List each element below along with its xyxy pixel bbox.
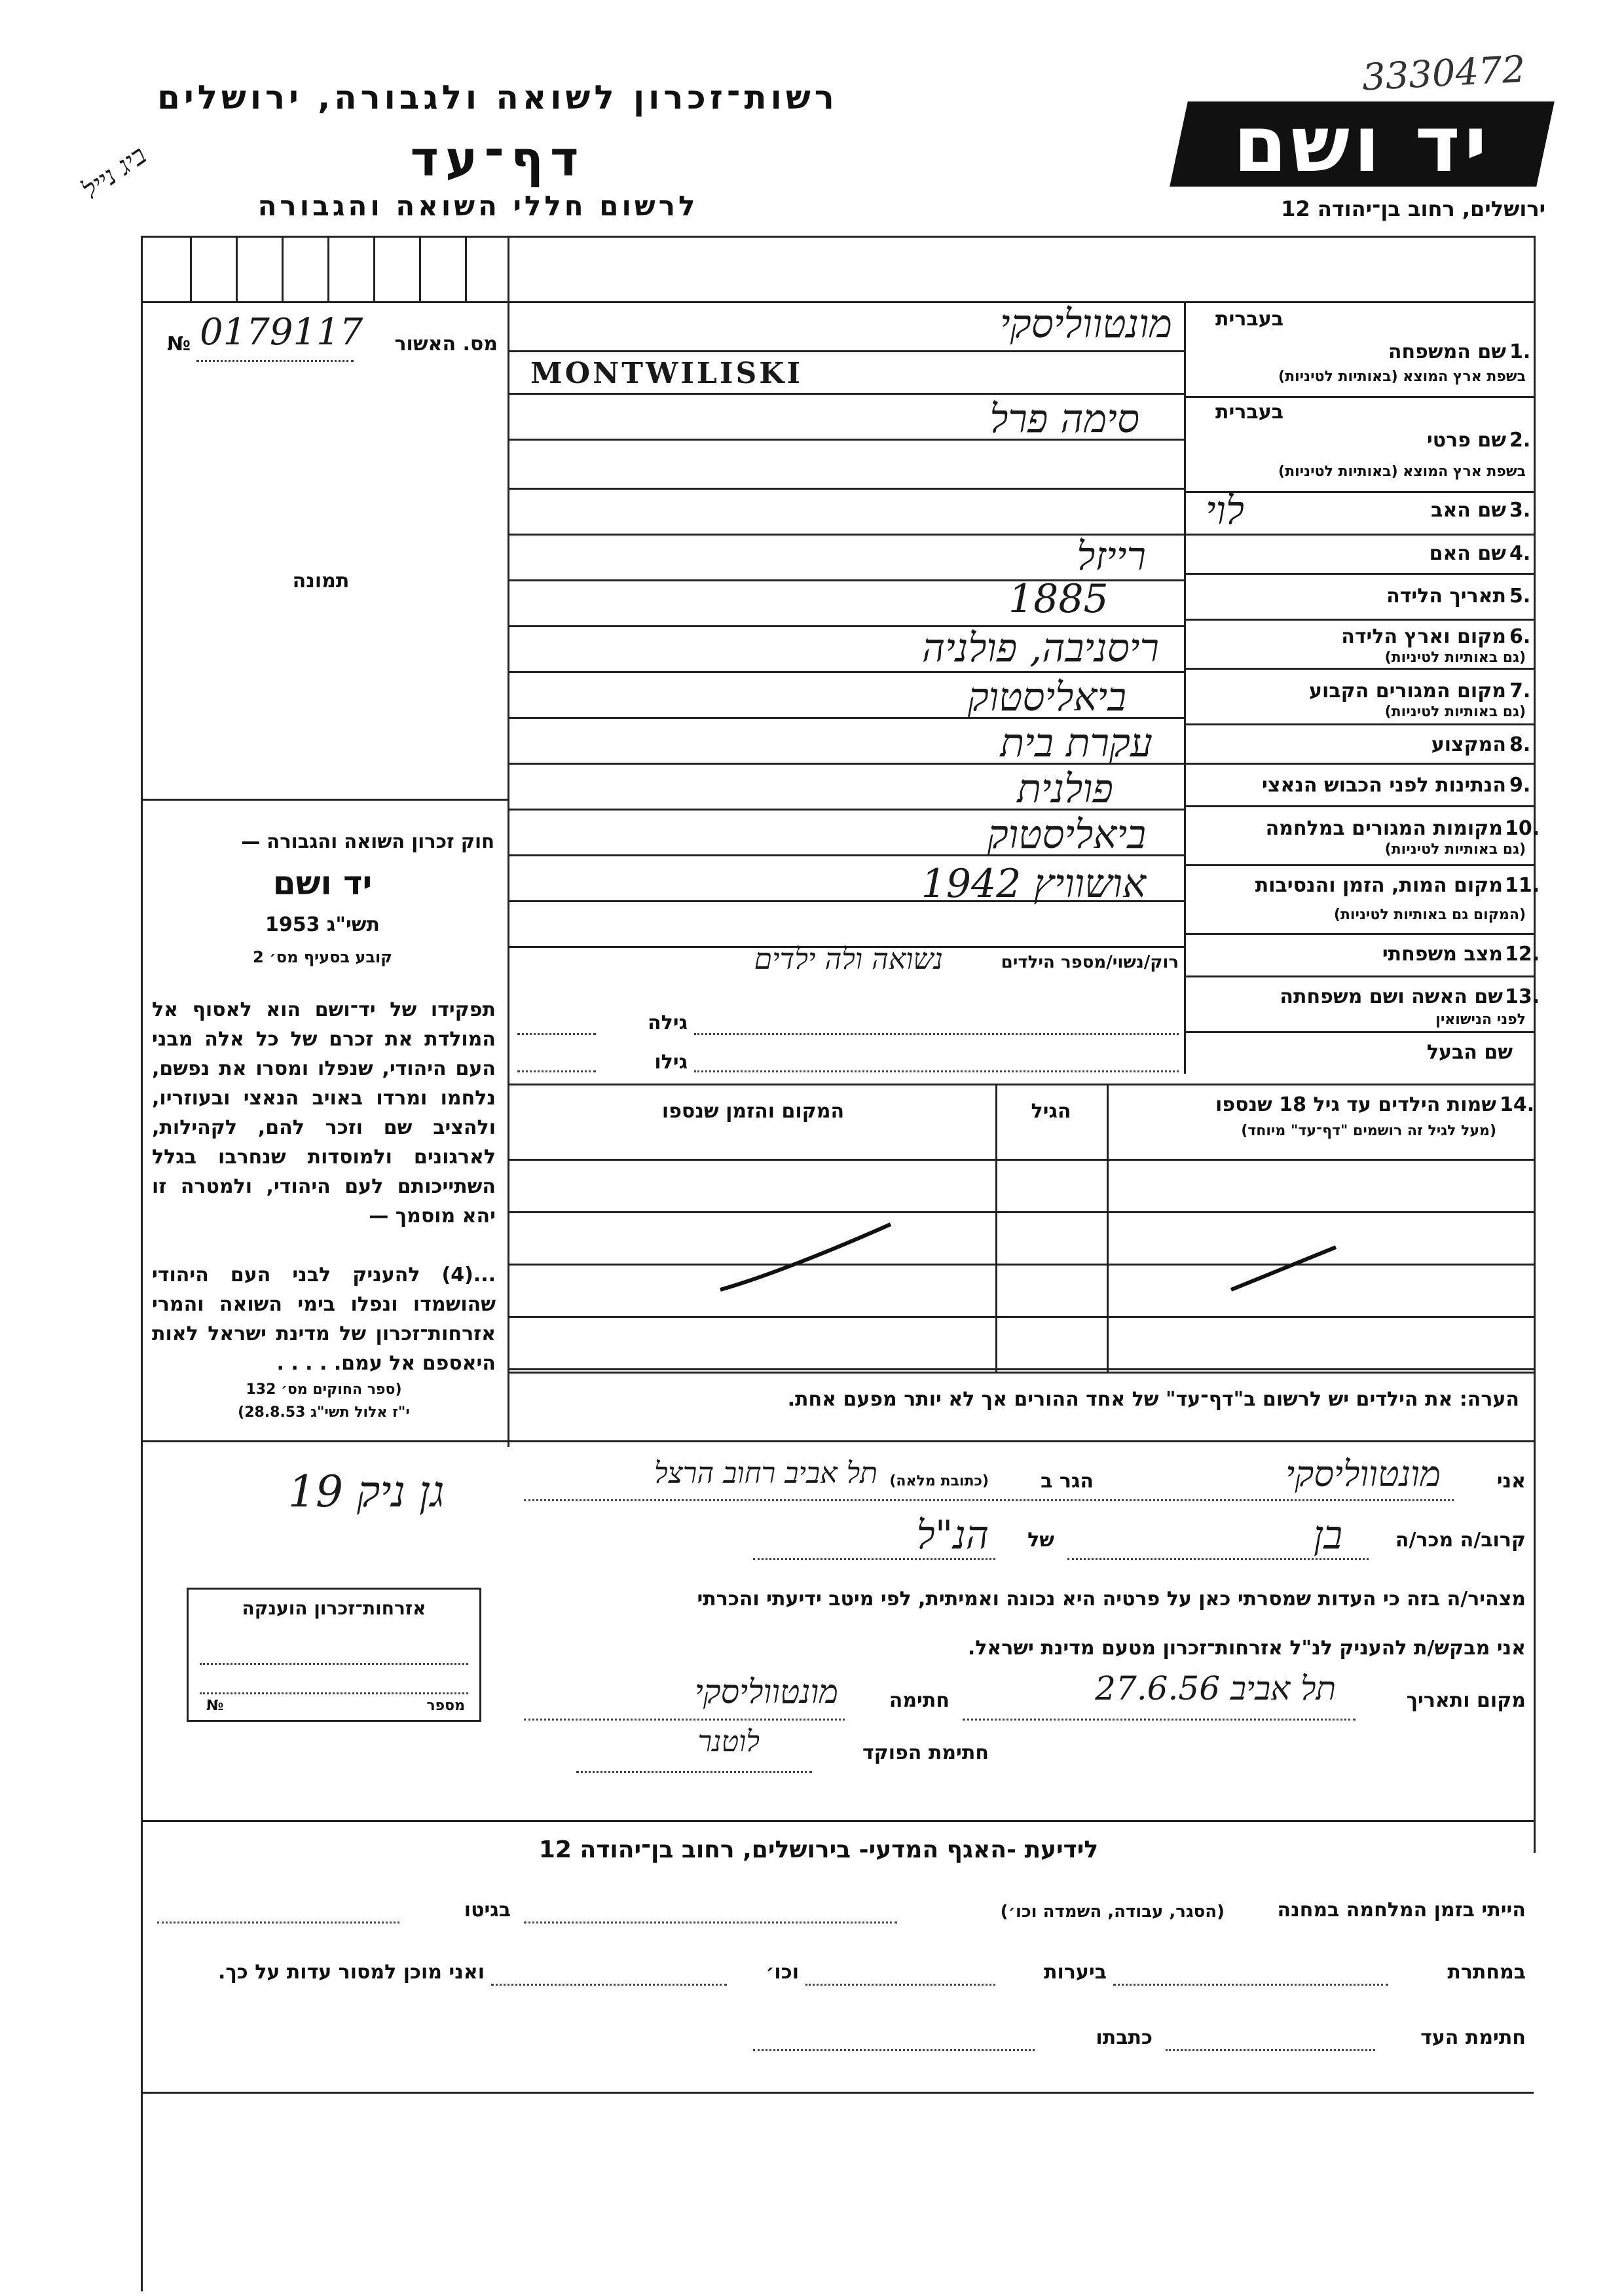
field-4-value: רייזל	[1077, 534, 1146, 579]
place-header: המקום והזמן שנספו	[661, 1100, 845, 1123]
field-3-value: לוי	[1205, 488, 1244, 534]
field-10-num: 10.	[1505, 817, 1540, 840]
field-11-num: 11.	[1505, 874, 1540, 897]
field-9-value: פולנית	[1017, 766, 1113, 812]
marital-value: נשואה ולה ילדים	[754, 943, 943, 976]
field-2-value: סימה פרל	[989, 396, 1139, 442]
approval-no-symbol: №	[167, 333, 191, 355]
his-age-label: גילו	[654, 1051, 688, 1074]
field-7-sub: (גם באותיות לטיניות)	[1384, 704, 1526, 720]
law-ref-1: (ספר החוקים מס׳ 132	[246, 1381, 402, 1398]
statement-1: מצהיר/ה בזה כי העדות שמסרתי כאן על פרטיה היא נכונה ואמיתית, לפי מיטב ידיעתי והכרתי	[697, 1588, 1526, 1611]
place-date-label: מקום ותאריך	[1406, 1689, 1526, 1712]
relative-label: קרוב/ה מכר/ה	[1395, 1529, 1526, 1552]
info-line2-d: ואני מוכן למסור עדות על כך.	[218, 1961, 485, 1984]
signature-value: מונטווליסקי	[694, 1673, 838, 1711]
field-7-value: ביאליסטוק	[967, 674, 1126, 720]
form-subtitle: לרשום חללי השואה והגבורה	[257, 190, 699, 222]
of-label: של	[1027, 1529, 1054, 1552]
field-10-value: ביאליסטוק	[987, 812, 1146, 858]
her-age-label: גילה	[648, 1011, 688, 1034]
statement-2: אני מבקש/ת להעניק לנ"ל אזרחות־זכרון מטעם מדינת ישראל.	[967, 1637, 1526, 1660]
strike-mark-name	[1225, 1237, 1342, 1303]
relation-value: בן	[1313, 1512, 1342, 1558]
age-header: הגיל	[1031, 1100, 1071, 1123]
field-6-value: ריסניבה, פולניה	[921, 625, 1159, 671]
strike-mark-place	[714, 1211, 897, 1303]
field-12-label: מצב משפחתי	[1382, 943, 1503, 966]
field-10-label: מקומות המגורים במלחמה	[1265, 817, 1503, 840]
approval-number: 0179117	[200, 311, 363, 354]
field-11-value: אושוויץ 1942	[921, 861, 1146, 907]
form-title: דף־עד	[410, 131, 585, 187]
field-12-num: 12.	[1505, 943, 1540, 966]
address-hint: (כתובת מלאה)	[889, 1473, 989, 1489]
field-10-sub: (גם באותיות לטיניות)	[1384, 841, 1526, 858]
address: ירושלים, רחוב בן־יהודה 12	[1281, 196, 1545, 221]
field-3-num: 3.	[1509, 499, 1531, 522]
field-1-sub: בשפת ארץ המוצא (באותיות לטיניות)	[1278, 369, 1526, 385]
archive-number: 3330472	[1361, 48, 1526, 100]
law-ref-2: י"ז אלול תשי"ג 28.8.53)	[238, 1404, 410, 1421]
info-line2-a: במחתרת	[1447, 1961, 1526, 1984]
number-label: מספר	[426, 1698, 465, 1714]
field-3-label: שם האב	[1431, 499, 1506, 522]
relation-of-value: הנ"ל	[916, 1512, 989, 1558]
field-6-sub: (גם באותיות לטיניות)	[1384, 649, 1526, 666]
info-line2-b: ביערות	[1044, 1961, 1107, 1984]
field-2-lang: בעברית	[1215, 401, 1283, 424]
citizenship-box-title: אזרחות־זכרון הוענקה	[242, 1597, 426, 1619]
field-2-label: שם פרטי	[1426, 429, 1506, 452]
law-title: חוק זכרון השואה והגבורה —	[241, 830, 494, 852]
field-1-lang: בעברית	[1215, 308, 1283, 331]
number-symbol: №	[206, 1698, 224, 1714]
note-text: הערה: את הילדים יש לרשום ב"דף־עד" של אחד ההורים אך לא יותר מפעם אחת.	[787, 1388, 1519, 1411]
info-line3-a: חתימת העד	[1420, 2026, 1526, 2049]
field-5-label: תאריך הלידה	[1386, 585, 1506, 608]
place-date-value: תל אביב 27.6.56	[1095, 1669, 1336, 1707]
handwritten-date: 19 גן ניק	[288, 1467, 445, 1517]
residing-label: הגר ב	[1041, 1470, 1094, 1493]
logo-text: יד ושם	[1233, 99, 1491, 189]
field-1-value-he: מונטווליסקי	[999, 301, 1172, 347]
officer-label: חתימת הפוקד	[862, 1741, 989, 1764]
children-label: שמות הילדים עד גיל 18 שנספו	[1215, 1093, 1496, 1116]
law-text-1: תפקידו של יד־ושם הוא לאסוף אל המולדת את זכרם של כל אלה מבני העם היהודי, שנפלו ומסרו את נפשם, נלחמו ומרדו באויב הנאצי ובעוזריו, ולהציב שם וזכר להם, לקהילות, לארגונים ולמוסדות שנחרבו בגלל השתייכותם לעם היהודי, ולמטרה זו יהא מוסמך —	[152, 998, 496, 1228]
field-13-sub: לפני הנישואין	[1435, 1011, 1526, 1028]
officer-value: לוטנר	[697, 1725, 760, 1758]
field-8-num: 8.	[1509, 733, 1531, 756]
signature-label: חתימה	[889, 1689, 950, 1712]
field-8-label: המקצוע	[1431, 733, 1506, 756]
field-6-num: 6.	[1509, 625, 1531, 648]
field-8-value: עקרת בית	[1000, 720, 1153, 766]
info-line2-c: וכו׳	[766, 1961, 799, 1984]
info-line1-end: בגיטו	[464, 1899, 511, 1922]
law-year: תשי"ג 1953	[265, 913, 380, 936]
corner-note: ביג נייל	[76, 139, 153, 206]
info-line1-start: הייתי בזמן המלחמה במחנה	[1277, 1899, 1526, 1922]
field-4-label: שם האם	[1429, 542, 1506, 565]
field-11-label: מקום המות, הזמן והנסיבות	[1255, 874, 1503, 897]
children-num: 14.	[1500, 1093, 1535, 1116]
field-1-value-latin: MONTWILISKI	[530, 357, 803, 390]
info-title: לידיעת -האגף המדעי- בירושלים, רחוב בן־יהודה 12	[538, 1836, 1099, 1863]
field-5-num: 5.	[1509, 585, 1531, 608]
field-1-label: שם המשפחה	[1388, 340, 1506, 363]
field-2-num: 2.	[1509, 429, 1531, 452]
field-11-sub: (המקום גם באותיות לטיניות)	[1333, 907, 1526, 923]
field-13-label: שם האשה ושם משפחתה	[1280, 985, 1503, 1008]
approval-label: מס. האשור	[394, 333, 498, 355]
field-9-num: 9.	[1509, 774, 1531, 797]
field-13-num: 13.	[1505, 985, 1540, 1008]
law-text-2: ...(4) להעניק לבני העם היהודי שהושמדו ונפלו בימי השואה והמרי אזרחות־זכרון של מדינת ישראל לאות היאספם אל עמם. . . . .	[152, 1264, 496, 1375]
declarant-name: מונטווליסקי	[1285, 1453, 1441, 1495]
children-sub: (מעל לגיל זה רושמים "דף־עד" מיוחד)	[1241, 1123, 1496, 1139]
field-4-num: 4.	[1509, 542, 1531, 565]
husband-label: שם הבעל	[1426, 1041, 1513, 1064]
declarant-address: תל אביב רחוב הרצל	[654, 1457, 877, 1490]
marital-label: רוק/נשוי/מספר הילדים	[1001, 953, 1179, 972]
info-line1-hint: (הסגר, עבודה, השמדה וכו׳)	[1000, 1902, 1225, 1922]
field-1-num: 1.	[1509, 340, 1531, 363]
authority-title: רשות־זכרון לשואה ולגבורה, ירושלים	[157, 79, 838, 117]
law-clause: קובע בסעיף מס׳ 2	[253, 948, 392, 966]
field-9-label: הנתינות לפני הכבוש הנאצי	[1262, 774, 1506, 797]
field-2-sub: בשפת ארץ המוצא (באותיות לטיניות)	[1278, 464, 1526, 480]
photo-label: תמונה	[292, 570, 350, 592]
field-6-label: מקום וארץ הלידה	[1341, 625, 1506, 648]
field-5-value: 1885	[1008, 576, 1109, 622]
i-am: אני	[1496, 1470, 1526, 1493]
field-7-num: 7.	[1509, 680, 1531, 702]
law-name: יד ושם	[272, 864, 373, 902]
field-7-label: מקום המגורים הקבוע	[1309, 680, 1506, 702]
info-line3-b: כתבתו	[1096, 2026, 1153, 2049]
